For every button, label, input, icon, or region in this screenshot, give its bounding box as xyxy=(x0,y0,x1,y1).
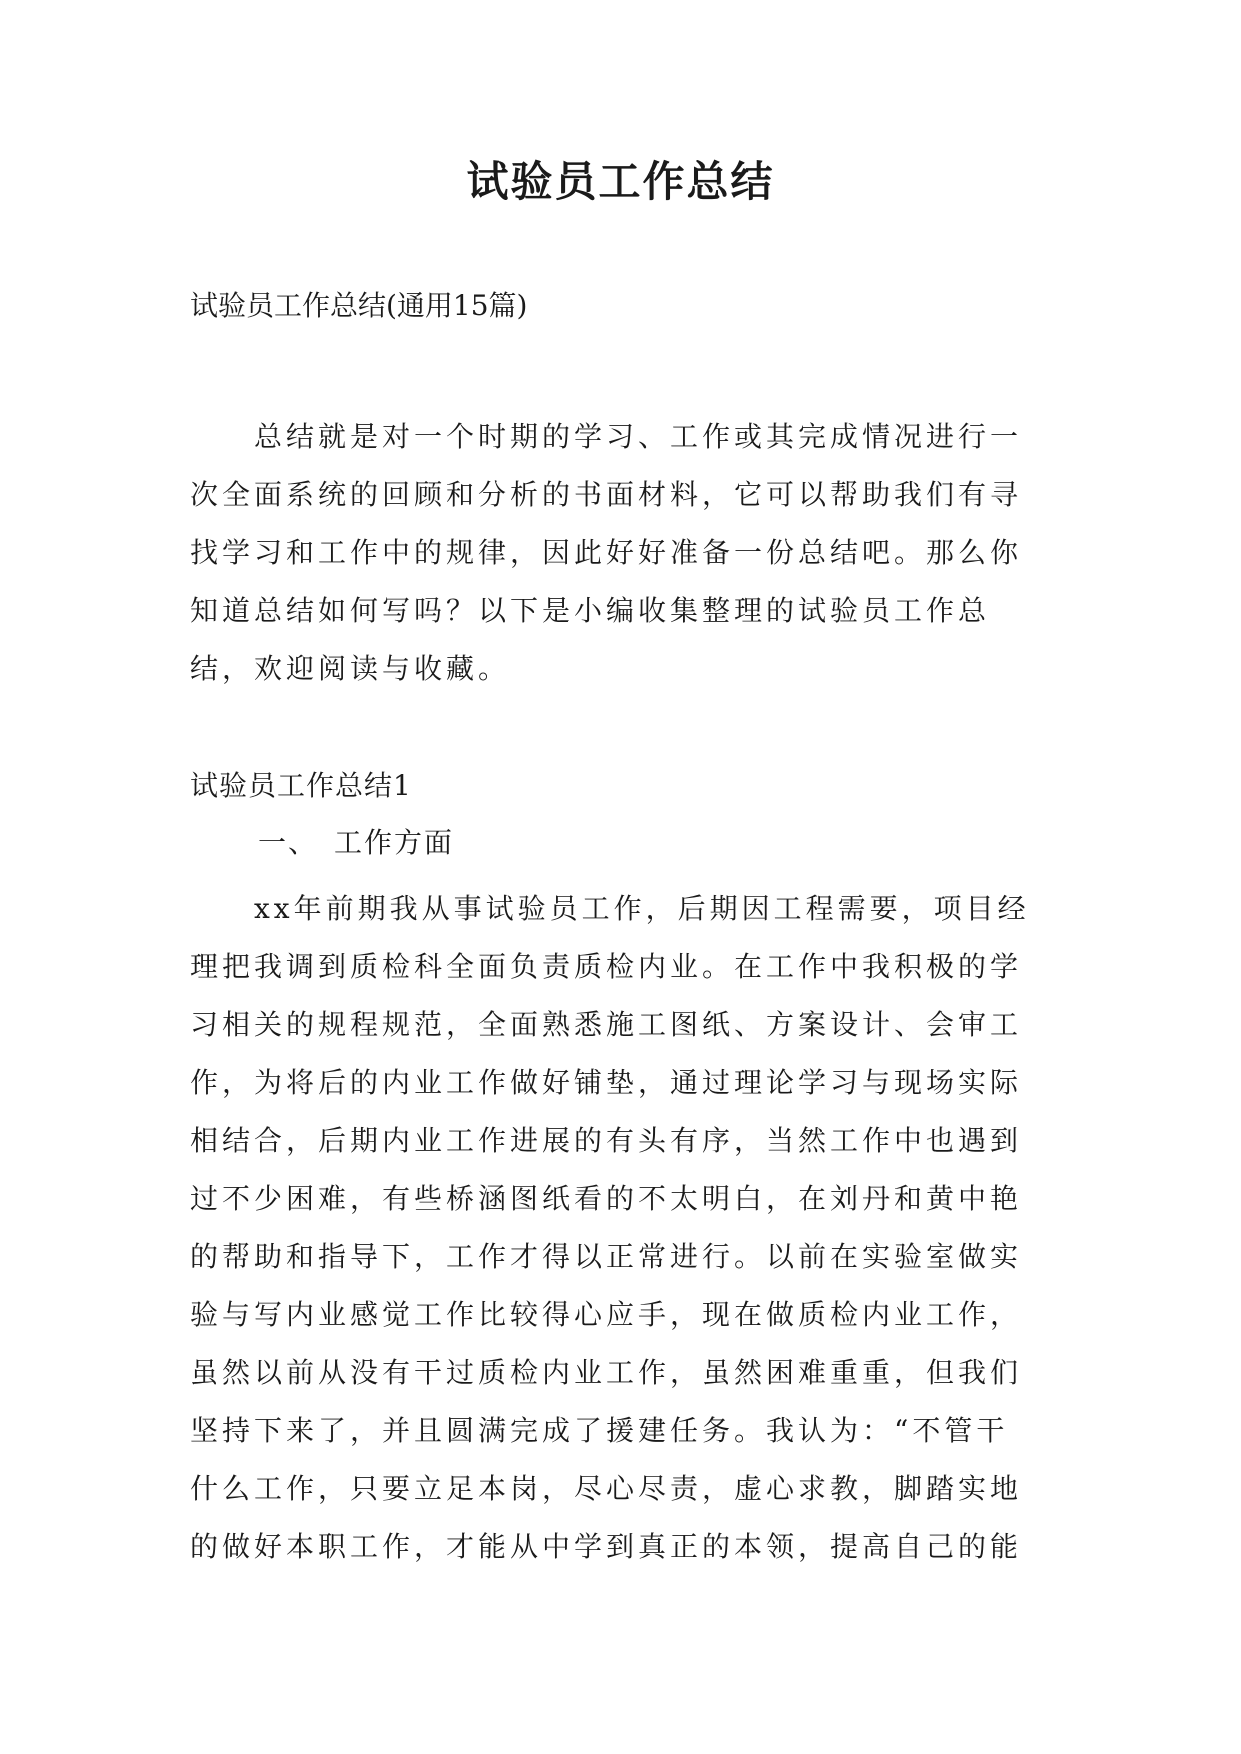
intro-line: 总结就是对一个时期的学习、工作或其完成情况进行一 xyxy=(190,420,1023,453)
body-line: 验与写内业感觉工作比较得心应手，现在做质检内业工作， xyxy=(190,1298,1023,1331)
section-title: 试验员工作总结1 xyxy=(190,769,412,802)
body-line: 过不少困难，有些桥涵图纸看的不太明白，在刘丹和黄中艳 xyxy=(190,1182,1023,1215)
intro-line: 结，欢迎阅读与收藏。 xyxy=(190,652,511,685)
intro-line: 知道总结如何写吗？以下是小编收集整理的试验员工作总 xyxy=(190,594,991,627)
body-line: 什么工作，只要立足本岗，尽心尽责，虚心求教，脚踏实地 xyxy=(190,1472,1023,1505)
body-line: 相结合，后期内业工作进展的有头有序，当然工作中也遇到 xyxy=(190,1124,1023,1157)
intro-paragraph xyxy=(190,408,1055,698)
intro-line: 次全面系统的回顾和分析的书面材料，它可以帮助我们有寻 xyxy=(190,478,1023,511)
body-line: 坚持下来了，并且圆满完成了援建任务。我认为：“不管干 xyxy=(190,1414,1009,1447)
subsection-title: 一、 工作方面 xyxy=(258,826,455,859)
intro-line: 找学习和工作中的规律，因此好好准备一份总结吧。那么你 xyxy=(190,536,1023,569)
body-line: 理把我调到质检科全面负责质检内业。在工作中我积极的学 xyxy=(190,950,1023,983)
body-line: 习相关的规程规范，全面熟悉施工图纸、方案设计、会审工 xyxy=(190,1008,1023,1041)
document-subtitle: 试验员工作总结(通用15篇) xyxy=(190,289,528,322)
body-line: 虽然以前从没有干过质检内业工作，虽然困难重重，但我们 xyxy=(190,1356,1023,1389)
body-paragraph xyxy=(190,880,1055,1576)
body-line: 作，为将后的内业工作做好铺垫，通过理论学习与现场实际 xyxy=(190,1066,1023,1099)
body-line: xx年前期我从事试验员工作，后期因工程需要，项目经 xyxy=(190,892,1030,925)
document-title: 试验员工作总结 xyxy=(466,157,775,206)
body-line: 的帮助和指导下，工作才得以正常进行。以前在实验室做实 xyxy=(190,1240,1023,1273)
body-line: 的做好本职工作，才能从中学到真正的本领，提高自己的能 xyxy=(190,1530,1023,1563)
